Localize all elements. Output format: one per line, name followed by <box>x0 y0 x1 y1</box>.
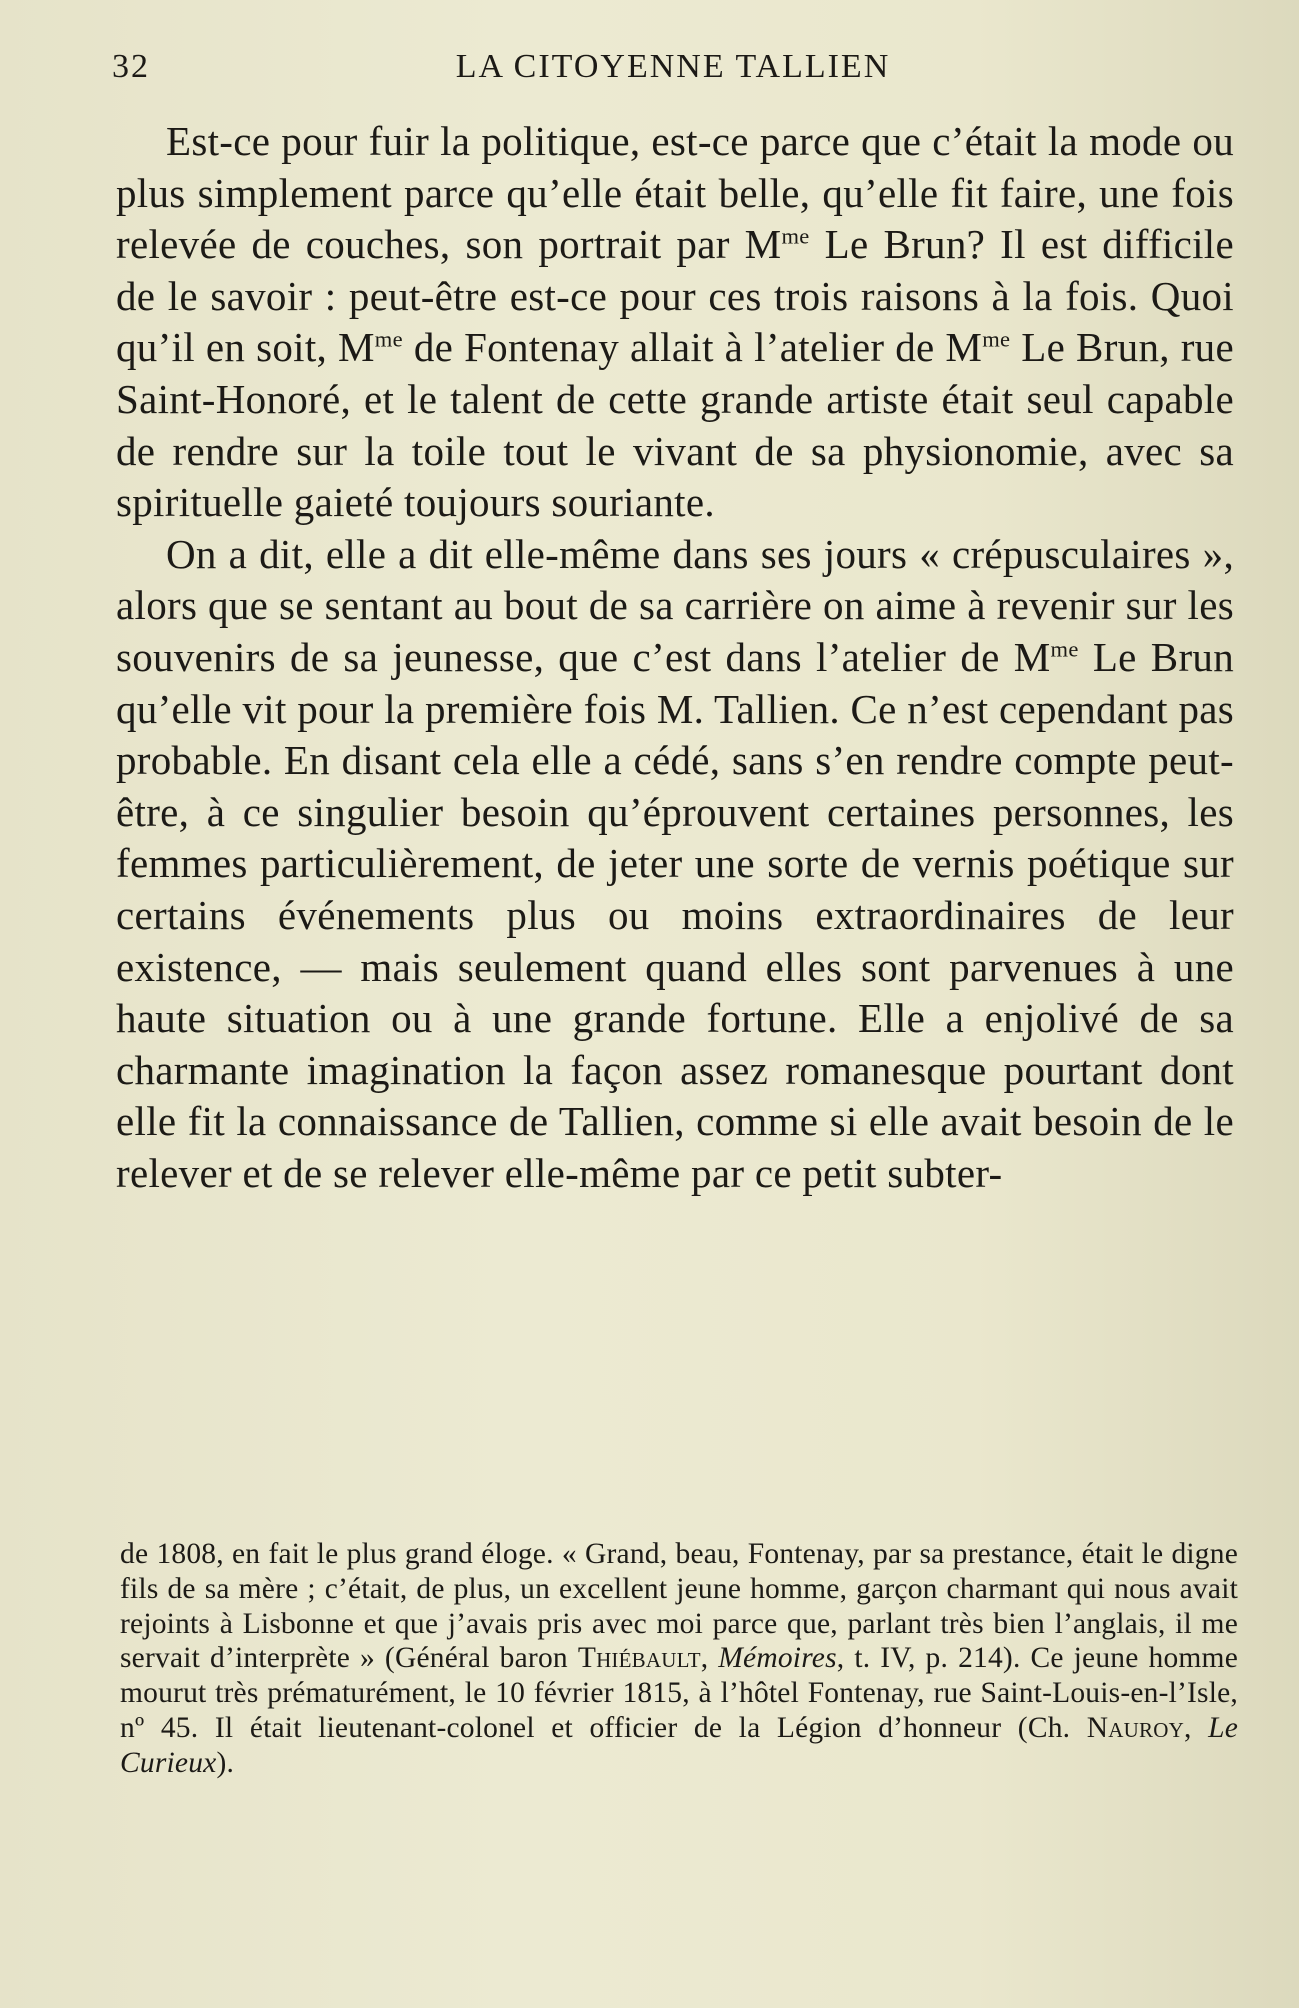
paragraph-1 <box>116 116 1234 529</box>
text-span: Est-ce pour fuir la politique, est-ce parce que c’était la mode ou plus simplement parce qu’elle était belle, qu’elle fit faire, une fois relevée de couches, son portrait par M <box>116 118 1234 268</box>
superscript: me <box>1050 636 1079 662</box>
text-span: de 1808, en fait le plus grand éloge. « Grand, beau, Fontenay, par sa prestance, était le digne fils de sa mère ; c’était, de plus, un excellent jeune homme, garçon charmant qui nous avait rejoints à Lisbonne et que j’avais pris avec moi parce que, parlant très bien l’anglais, il me servait d’interprète » (Général baron <box>120 1538 1238 1675</box>
paragraph-2 <box>116 529 1234 1200</box>
footnote-text <box>120 1537 1238 1781</box>
page-number: 32 <box>112 48 150 85</box>
text-span: , <box>1183 1711 1209 1744</box>
running-title: LA CITOYENNE TALLIEN <box>455 48 891 85</box>
text-span: On a dit, elle a dit elle-même dans ses jours « crépusculaires », alors que se sentant au bout de sa carrière on aime à revenir sur les souvenirs de sa jeunesse, que c’est dans l’atelier de M <box>116 530 1234 680</box>
superscript: me <box>982 326 1011 352</box>
text-span: Le Brun, rue Saint-Honoré, et le talent de cette grande artiste était seul capable de rendre sur la toile tout le vivant de sa physionomie, avec sa spirituelle gaieté toujours souriante. <box>116 324 1234 526</box>
superscript: me <box>781 223 810 249</box>
text-span: , <box>700 1642 719 1675</box>
footnote <box>120 1537 1238 1781</box>
work-title: Le Curieux <box>120 1711 1238 1779</box>
main-text <box>116 116 1234 1199</box>
author-name: Nauroy <box>1086 1711 1184 1744</box>
text-span: , t. IV, p. 214). Ce jeune homme mourut très prématurément, le 10 février 1815, à l’hôtel Fontenay, rue Saint-Louis-en-l’Isle, nº 45. Il était lieutenant-colonel et officier de la Légion d’honneur (Ch. <box>120 1642 1239 1744</box>
text-span: ). <box>216 1746 235 1779</box>
text-span: de Fontenay allait à l’atelier de M <box>402 324 983 371</box>
text-span: Le Brun? Il est difficile de le savoir : peut-être est-ce pour ces trois raisons à la fois. Quoi qu’il en soit, M <box>116 221 1234 371</box>
author-name: Thiébault <box>577 1642 701 1675</box>
superscript: me <box>374 326 403 352</box>
page-header <box>112 48 1234 92</box>
text-span: Le Brun qu’elle vit pour la première fois M. Tallien. Ce n’est cependant pas probable. En disant cela elle a cédé, sans s’en rendre compte peut-être, à ce singulier besoin qu’éprouvent certaines personnes, les femmes particulièrement, de jeter une sorte de vernis poétique sur certains événements plus ou moins extraordinaires de leur existence, — mais seulement quand elles sont parvenues à une haute situation ou à une grande fortune. Elle a enjolivé de sa charmante imagination la façon assez romanesque pourtant dont elle fit la connaissance de Tallien, comme si elle avait besoin de le relever et de se relever elle-même par ce petit subter- <box>116 633 1234 1196</box>
work-title: Mémoires <box>718 1642 837 1675</box>
